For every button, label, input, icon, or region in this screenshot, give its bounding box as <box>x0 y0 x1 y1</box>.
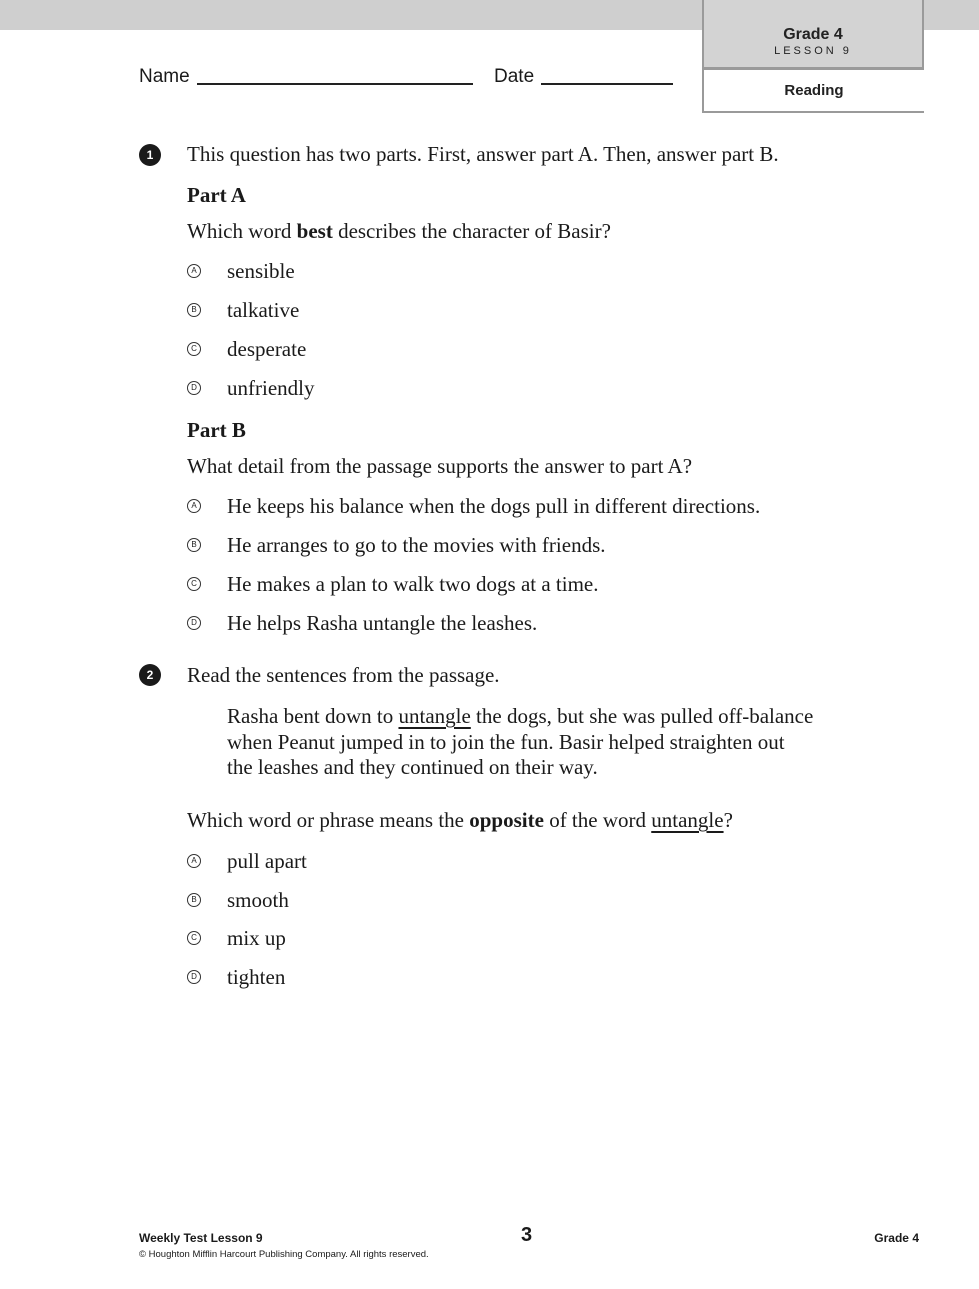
part-a-title: Part A <box>187 183 246 207</box>
passage-underlined-word: untangle <box>398 704 471 728</box>
passage-line-2: when Peanut jumped in to join the fun. Basir helped straighten out <box>227 729 785 754</box>
question-2-text-mid: of the word <box>543 808 652 832</box>
q2-option-c-bubble[interactable]: C <box>187 931 201 945</box>
part-a-option-b-text: talkative <box>227 298 300 322</box>
q2-option-d-text: tighten <box>227 965 286 989</box>
part-a-option-a-bubble[interactable]: A <box>187 264 201 278</box>
grade-lesson-tab <box>702 0 924 113</box>
question-2-number: 2 <box>139 664 161 686</box>
part-b-option-c-bubble[interactable]: C <box>187 577 201 591</box>
part-b-option-d-bubble[interactable]: D <box>187 616 201 630</box>
q2-option-b-bubble[interactable]: B <box>187 893 201 907</box>
tab-grade: Grade 4 <box>783 26 843 43</box>
date-field[interactable] <box>541 83 673 85</box>
part-a-option-b-bubble[interactable]: B <box>187 303 201 317</box>
passage-line-1 <box>227 704 887 730</box>
question-1-prompt: This question has two parts. First, answer part A. Then, answer part B. <box>187 142 779 166</box>
footer-test-title: Weekly Test Lesson 9 <box>139 1231 263 1245</box>
question-2-text-end: ? <box>723 808 733 832</box>
part-b-option-a-bubble[interactable]: A <box>187 499 201 513</box>
part-a-emphasis: best <box>296 219 333 243</box>
part-b-option-a-text: He keeps his balance when the dogs pull in different directions. <box>227 494 761 518</box>
passage-text: Rasha bent down to <box>227 704 399 728</box>
passage-excerpt <box>227 704 887 781</box>
q2-option-b-text: smooth <box>227 888 289 912</box>
name-field[interactable] <box>197 83 473 85</box>
page-number: 3 <box>521 1224 533 1246</box>
part-a-option-c-text: desperate <box>227 337 307 361</box>
part-b-option-c-text: He makes a plan to walk two dogs at a time. <box>227 572 599 596</box>
part-b-option-b-text: He arranges to go to the movies with friends. <box>227 533 606 557</box>
question-2-prompt: Read the sentences from the passage. <box>187 663 500 687</box>
q2-option-c-text: mix up <box>227 926 286 950</box>
part-a-question-text: Which word <box>187 219 297 243</box>
tab-subject-box <box>702 70 924 113</box>
q2-option-a-bubble[interactable]: A <box>187 854 201 868</box>
footer-grade: Grade 4 <box>874 1231 919 1245</box>
footer-copyright: © Houghton Mifflin Harcourt Publishing Company. All rights reserved. <box>139 1249 429 1260</box>
part-a-option-d-bubble[interactable]: D <box>187 381 201 395</box>
passage-text: the dogs, but she was pulled off-balance <box>470 704 814 728</box>
question-2-emphasis: opposite <box>469 808 544 832</box>
q2-option-d-bubble[interactable]: D <box>187 970 201 984</box>
part-b-option-b-bubble[interactable]: B <box>187 538 201 552</box>
tab-lesson: LESSON 9 <box>774 45 852 57</box>
part-a-question-text-end: describes the character of Basir? <box>332 219 611 243</box>
part-a-option-a-text: sensible <box>227 259 295 283</box>
part-a-question <box>187 218 611 244</box>
question-2-question <box>187 807 733 833</box>
date-label: Date <box>494 66 535 87</box>
passage-line-3: the leashes and they continued on their way. <box>227 755 598 779</box>
part-a-option-c-bubble[interactable]: C <box>187 342 201 356</box>
part-a-option-d-text: unfriendly <box>227 376 315 400</box>
name-label: Name <box>139 66 190 87</box>
question-1-number: 1 <box>139 144 161 166</box>
part-b-option-d-text: He helps Rasha untangle the leashes. <box>227 611 538 635</box>
tab-subject: Reading <box>784 82 844 99</box>
part-b-question: What detail from the passage supports the answer to part A? <box>187 454 693 478</box>
question-2-text: Which word or phrase means the <box>187 808 470 832</box>
part-b-title: Part B <box>187 418 246 442</box>
q2-option-a-text: pull apart <box>227 849 307 873</box>
question-2-underlined-word: untangle <box>651 808 724 832</box>
tab-header <box>702 0 924 70</box>
